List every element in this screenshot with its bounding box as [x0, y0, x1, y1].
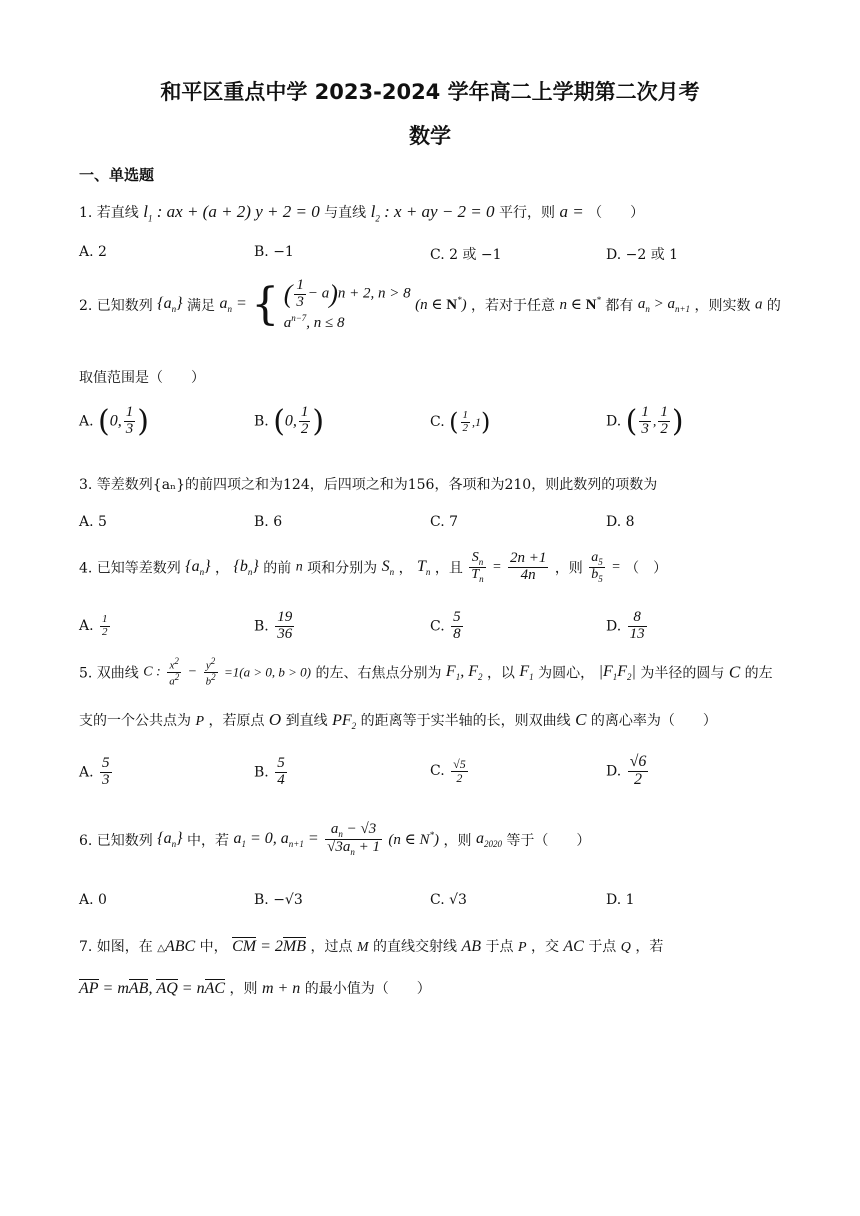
question-3: 3. 等差数列{aₙ}的前四项之和为124，后四项之和为156，各项和为210，则此数列的项数为: [79, 477, 658, 493]
q4-option-b[interactable]: B. $\frac{19}{36}$: [254, 609, 293, 642]
q1-option-a[interactable]: A. 2: [79, 244, 107, 260]
q3-option-d[interactable]: D. 8: [606, 514, 635, 530]
q6-option-d[interactable]: D. 1: [606, 892, 635, 908]
q1-option-d[interactable]: D. −2 或 1: [606, 247, 679, 263]
question-5: 5. 双曲线 C : $\frac{x^2}{a^2}$ − $\frac{y^2}{b^2}$ =1(a > 0, b > 0) 的左、右焦点分别为 $F_1$, $F_2$ ，以 $F_1$ 为圆心， $|F_1F_2|$ 为半径的圆与 C 的左: [79, 656, 773, 688]
q6-option-c[interactable]: C. √3: [430, 892, 467, 908]
question-5-cont: 支的一个公共点为 P ，若原点 O 到直线 $PF_2$ 的距离等于实半轴的长，则双曲线 C 的离心率为（ ）: [79, 710, 717, 732]
question-1: 1. 若直线 $l_1$ : ax + (a + 2) y + 2 = 0 与直线 $l_2$ : x + ay − 2 = 0 平行，则 a = （ ）: [79, 202, 645, 224]
q5-option-a[interactable]: A. $\frac{5}{3}$: [79, 755, 110, 788]
q3-option-b[interactable]: B. 6: [254, 514, 283, 530]
question-7: 7. 如图，在 △ABC 中， CM = 2MB ，过点 M 的直线交射线 AB 于点 P ，交 AC 于点 Q ，若: [79, 938, 664, 955]
q5-option-b[interactable]: B. $\frac{5}{4}$: [254, 755, 285, 788]
question-2-cont: 取值范围是（ ）: [79, 370, 205, 386]
q2-option-a[interactable]: A. (0, $\frac{1}{3}$ ): [79, 404, 149, 439]
exam-title: 和平区重点中学 2023-2024 学年高二上学期第二次月考: [160, 80, 700, 104]
section-heading: 一、单选题: [79, 166, 155, 184]
q6-option-b[interactable]: B. −√3: [254, 892, 303, 908]
question-7-cont: AP = mAB, AQ = nAC ，则 m + n 的最小值为（ ）: [79, 980, 431, 997]
question-2: 2. 已知数列 $\{a_n\}$ 满足 $a_n$ = { ( $\frac{1}{3}$ − a)n + 2, n > 8 $a^{n-7}$, n ≤ 8 (n ∈ N*) ，若对于任意 n ∈ N* 都有 $a_n > a_{n+1}$ ，则实数 a 的: [79, 277, 781, 331]
question-6: 6. 已知数列 $\{a_n\}$ 中，若 $a_1 = 0$, $a_{n+1}$ = $\frac{a_n - √3}{√3a_n + 1}$ (n ∈ N*) ，则 $a_{2020}$ 等于（ ）: [79, 821, 591, 858]
q1-option-b[interactable]: B. −1: [254, 244, 294, 260]
q4-option-d[interactable]: D. $\frac{8}{13}$: [606, 609, 645, 642]
q2-option-d[interactable]: D. ( $\frac{1}{3}$ , $\frac{1}{2}$ ): [606, 404, 684, 439]
question-4: 4. 已知等差数列 $\{a_n\}$ ， $\{b_n\}$ 的前 n 项和分别为 $S_n$ ， $T_n$ ，且 $\frac{S_n}{T_n}$ = $\frac{2n +1}{4n}$ ，则 $\frac{a_5}{b_5}$ = （ ）: [79, 550, 668, 585]
q5-option-c[interactable]: C. $\frac{√5}{2}$: [430, 757, 466, 785]
q1-option-c[interactable]: C. 2 或 −1: [430, 247, 502, 263]
q6-option-a[interactable]: A. 0: [79, 892, 107, 908]
q3-option-a[interactable]: A. 5: [79, 514, 107, 530]
q5-option-d[interactable]: D. $\frac{√6}{2}$: [606, 753, 647, 788]
q2-option-b[interactable]: B. (0, $\frac{1}{2}$ ): [254, 404, 325, 439]
subject-title: 数学: [409, 124, 451, 148]
q3-option-c[interactable]: C. 7: [430, 514, 459, 530]
q2-option-c[interactable]: C. ( $\frac{1}{2}$ ,1): [430, 408, 491, 436]
q4-option-c[interactable]: C. $\frac{5}{8}$: [430, 609, 461, 642]
q4-option-a[interactable]: A. $\frac{1}{2}$: [79, 613, 108, 638]
